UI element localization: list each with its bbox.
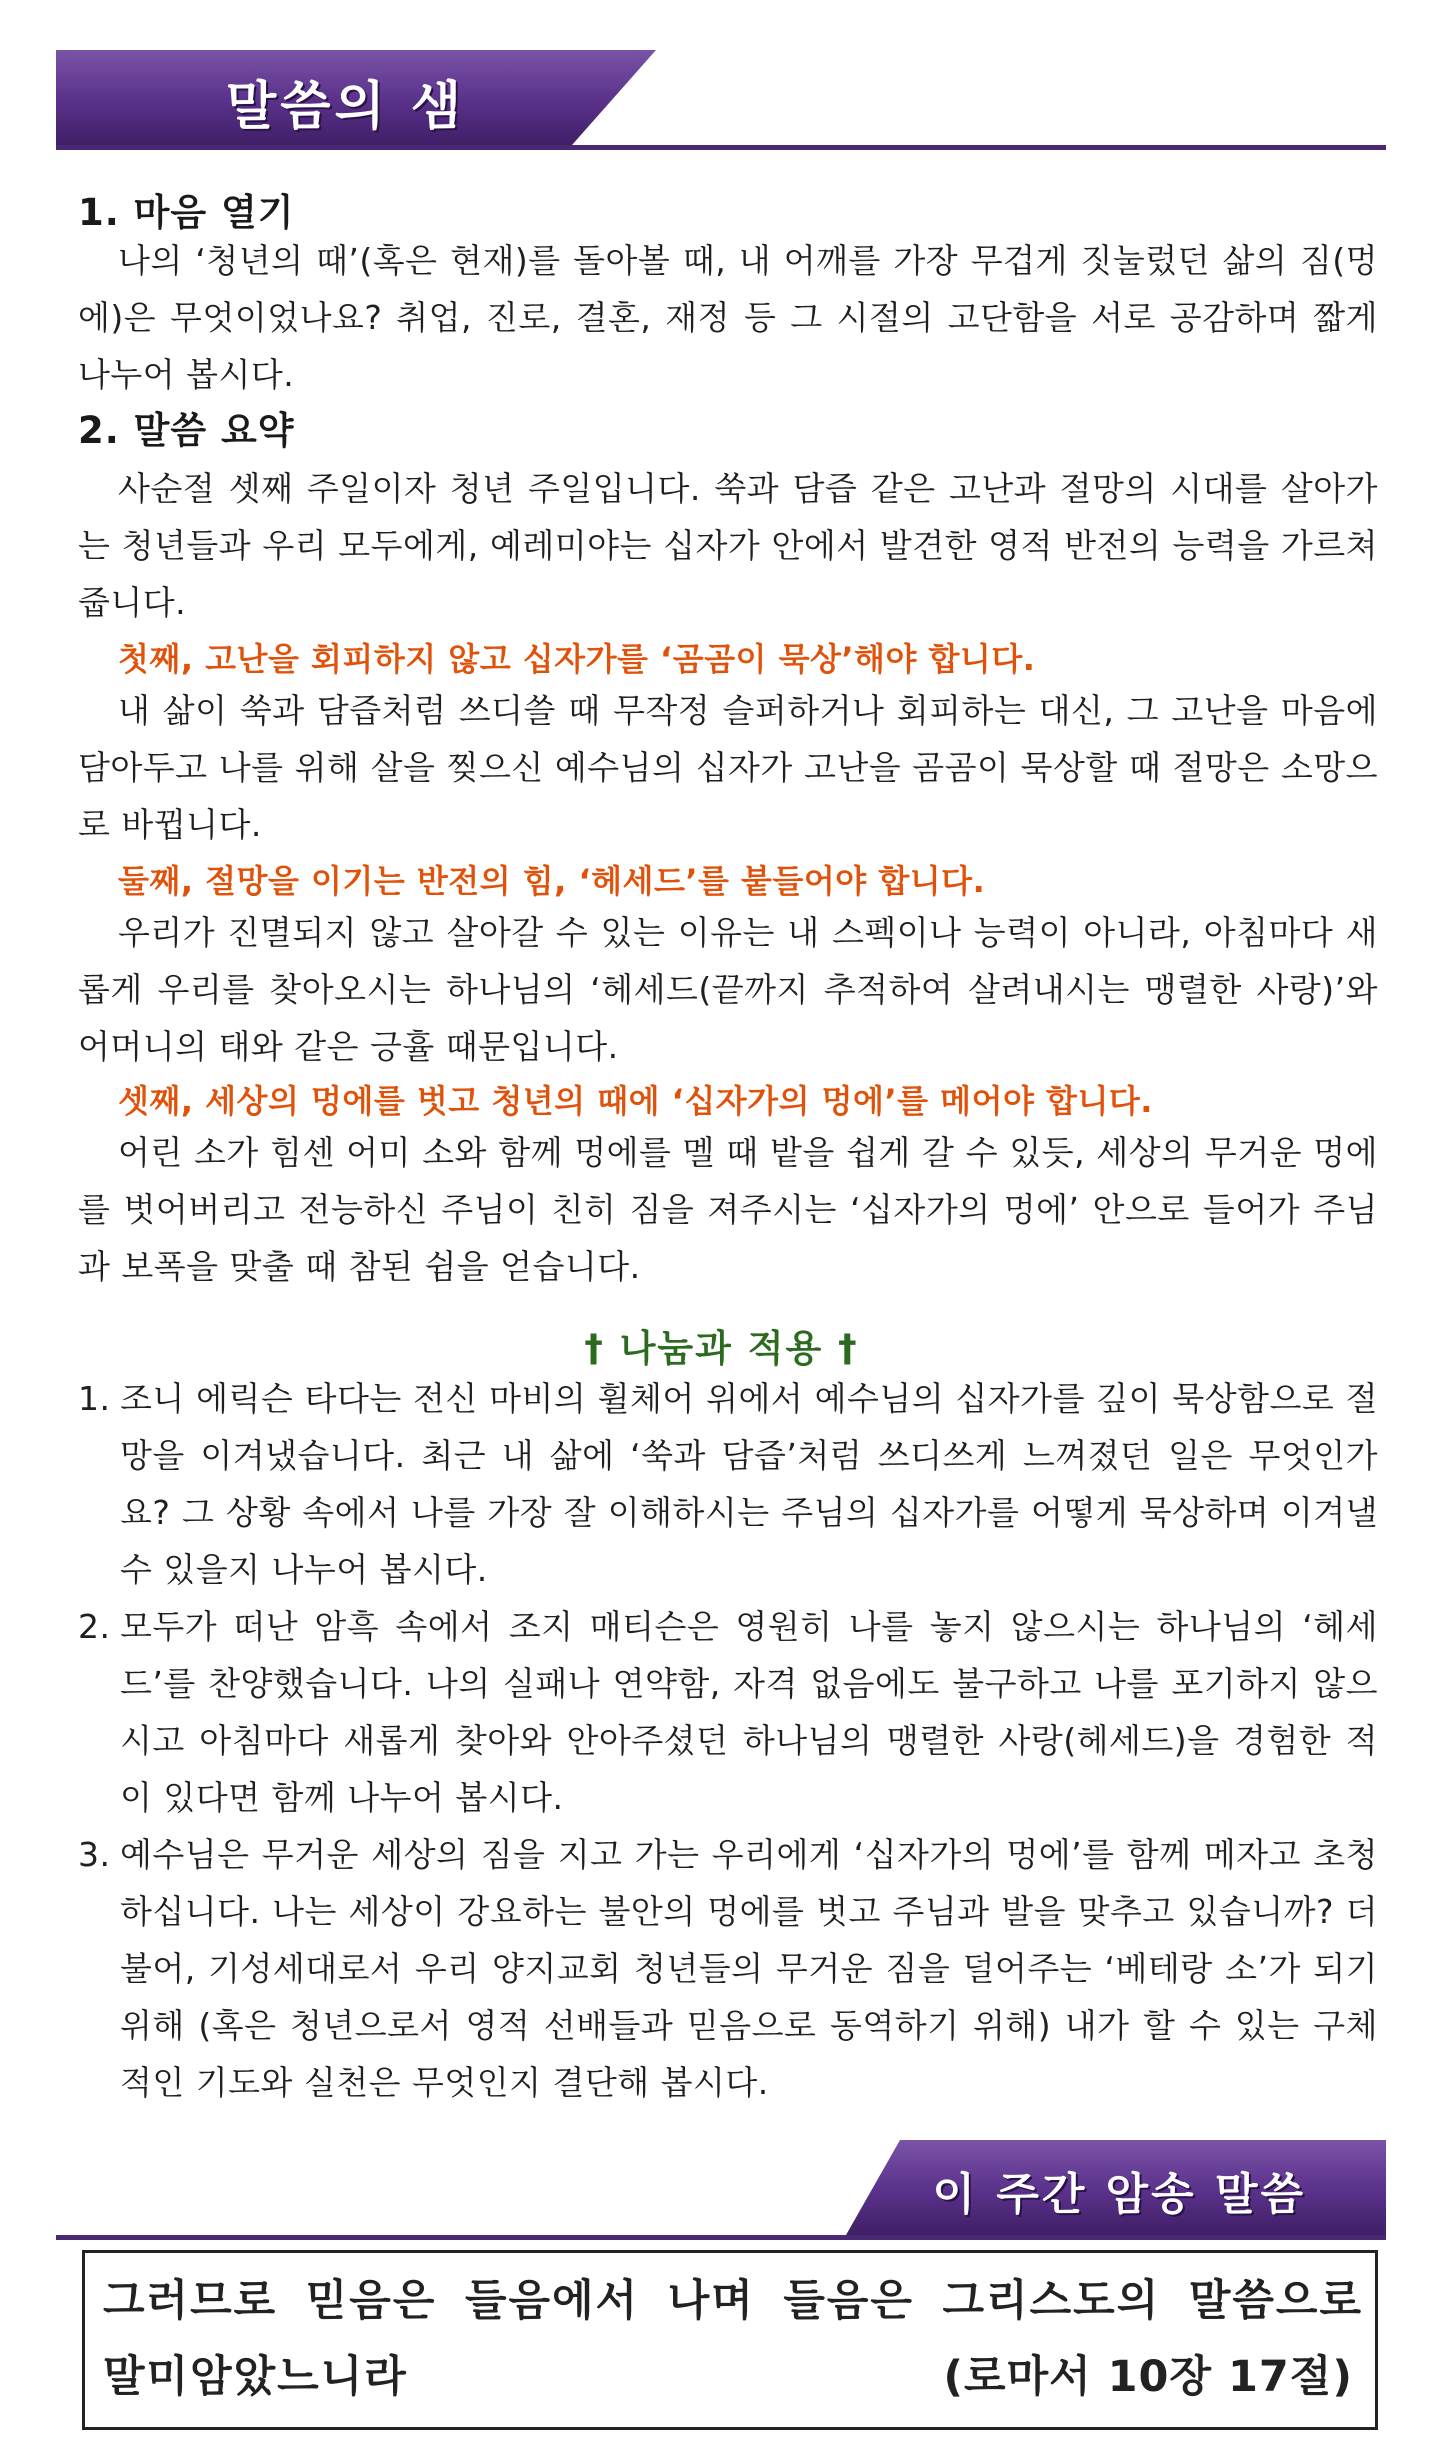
point2-text: 우리가 진멸되지 않고 살아갈 수 있는 이유는 내 스펙이나 능력이 아니라, 아침마다 새롭게 우리를 찾아오시는 하나님의 ‘헤세드(끝까지 추적하여 살려내시는 맹렬한 사랑)’와 어머니의 태와 같은 긍휼 때문입니다. xyxy=(78,913,1378,1066)
memory-verse-box xyxy=(82,2250,1378,2430)
memory-verse-reference: (로마서 10장 17절) xyxy=(943,2352,1353,2402)
section1-text: 나의 ‘청년의 때’(혹은 현재)를 돌아볼 때, 내 어깨를 가장 무겁게 짓눌렀던 삶의 짐(멍에)은 무엇이었나요? 취업, 진로, 결혼, 재정 등 그 시절의 고단함을 서로 공감하며 짧게 나누어 봅시다. xyxy=(78,241,1378,394)
memory-verse-banner xyxy=(56,2140,1386,2240)
point2-title: 둘째, 절망을 이기는 반전의 힘, ‘헤세드’를 붙들어야 합니다. xyxy=(118,862,986,900)
section2-heading: 2. 말씀 요약 xyxy=(78,409,295,452)
point1-title: 첫째, 고난을 회피하지 않고 십자가를 ‘곰곰이 묵상’해야 합니다. xyxy=(118,640,1036,678)
sharing-item xyxy=(78,1598,1378,1826)
sharing-item-number: 1. xyxy=(78,1379,111,1418)
point3-text: 어린 소가 힘센 어미 소와 함께 멍에를 멜 때 밭을 쉽게 갈 수 있듯, 세상의 무거운 멍에를 벗어버리고 전능하신 주님이 친히 짐을 져주시는 ‘십자가의 멍에’ 안으로 들어가 주님과 보폭을 맞출 때 참된 쉼을 얻습니다. xyxy=(78,1133,1378,1286)
sharing-item-number: 3. xyxy=(78,1835,111,1874)
memory-verse-title: 이 주간 암송 말씀 xyxy=(932,2169,1306,2220)
section2-intro: 사순절 셋째 주일이자 청년 주일입니다. 쑥과 담즙 같은 고난과 절망의 시대를 살아가는 청년들과 우리 모두에게, 예레미야는 십자가 안에서 발견한 영적 반전의 능력을 가르쳐 줍니다. xyxy=(78,469,1378,622)
sharing-item-text: 예수님은 무거운 세상의 짐을 지고 가는 우리에게 ‘십자가의 멍에’를 함께 메자고 초청하십니다. 나는 세상이 강요하는 불안의 멍에를 벗고 주님과 발을 맞추고 있습니까? 더불어, 기성세대로서 우리 양지교회 청년들의 무거운 짐을 덜어주는 ‘베테랑 소’가 되기 위해 (혹은 청년으로서 영적 선배들과 믿음으로 동역하기 위해) 내가 할 수 있는 구체적인 기도와 실천은 무엇인지 결단해 봅시다. xyxy=(120,1835,1378,2102)
section1-heading: 1. 마음 열기 xyxy=(78,191,295,234)
sharing-item-text: 조니 에릭슨 타다는 전신 마비의 휠체어 위에서 예수님의 십자가를 깊이 묵상함으로 절망을 이겨냈습니다. 최근 내 삶에 ‘쑥과 담즙’처럼 쓰디쓰게 느껴졌던 일은 무엇인가요? 그 상황 속에서 나를 가장 잘 이해하시는 주님의 십자가를 어떻게 묵상하며 이겨낼 수 있을지 나누어 봅시다. xyxy=(120,1379,1378,1589)
sharing-title: † 나눔과 적용 † xyxy=(584,1327,859,1370)
sharing-item-number: 2. xyxy=(78,1607,111,1646)
point3-title: 셋째, 세상의 멍에를 벗고 청년의 때에 ‘십자가의 멍에’를 메어야 합니다. xyxy=(118,1082,1153,1120)
sharing-list xyxy=(78,1370,1378,2111)
sharing-item-text: 모두가 떠난 암흑 속에서 조지 매티슨은 영원히 나를 놓지 않으시는 하나님의 ‘헤세드’를 찬양했습니다. 나의 실패나 연약함, 자격 없음에도 불구하고 나를 포기하지 않으시고 아침마다 새롭게 찾아와 안아주셨던 하나님의 맹렬한 사랑(헤세드)을 경험한 적이 있다면 함께 나누어 봅시다. xyxy=(120,1607,1378,1817)
memory-verse-line2: 말미암았느니라 xyxy=(103,2352,408,2402)
sharing-item xyxy=(78,1826,1378,2111)
sharing-item xyxy=(78,1370,1378,1598)
top-banner xyxy=(56,50,1386,150)
memory-verse-line1: 그러므로 믿음은 들음에서 나며 들음은 그리스도의 말씀으로 xyxy=(103,2276,1363,2326)
point1-text: 내 삶이 쑥과 담즙처럼 쓰디쓸 때 무작정 슬퍼하거나 회피하는 대신, 그 고난을 마음에 담아두고 나를 위해 살을 찢으신 예수님의 십자가 고난을 곰곰이 묵상할 때 절망은 소망으로 바뀝니다. xyxy=(78,691,1378,844)
page-title: 말씀의 샘 xyxy=(226,77,466,137)
